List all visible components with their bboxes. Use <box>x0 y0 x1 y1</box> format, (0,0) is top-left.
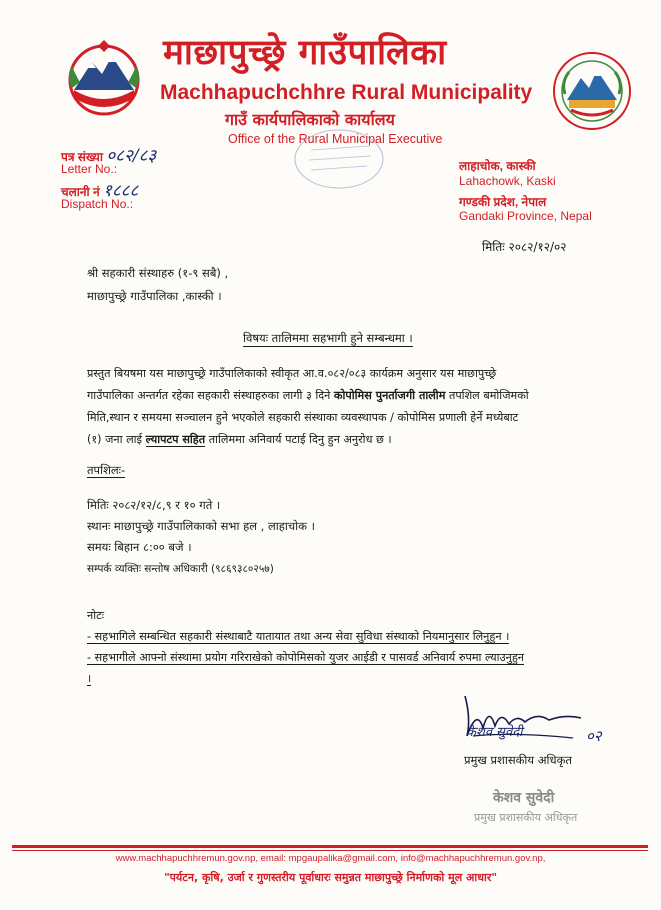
body-line-1: प्रस्तुत बियषमा यस माछापुच्छ्रे गाउँपालिकाको स्वीकृत आ.व.०८२/०८३ कार्यक्रम अनुसार यस माछापुच्छ्रे <box>87 367 497 380</box>
subject-line <box>243 331 413 346</box>
note-1 <box>87 629 509 644</box>
details-heading-text: तपशिलः- <box>87 463 126 477</box>
body-line-2-a: गाउँपालिका अन्तर्गत रहेका सहकारी संस्थाहरुका लागी ३ दिने <box>87 389 334 402</box>
address-place-english: Lahachowk, Kaski <box>459 174 556 188</box>
note-2-end-text: । <box>87 672 92 685</box>
signatory-designation: प्रमुख प्रशासकीय अधिकृत <box>464 753 572 767</box>
training-name: कोपोमिस पुनर्ताजगी तालीम <box>333 389 446 402</box>
details-heading <box>87 463 125 478</box>
municipality-logo <box>551 50 633 132</box>
dispatch-no-value: १८८८ <box>102 181 139 201</box>
signature-name: केशव सुवेदी <box>466 725 523 740</box>
details-contact: सम्पर्क व्यक्तिः सन्तोष अधिकारी (९८६९३८०२५७) <box>87 563 274 575</box>
body-line-4-a: (१) जना लाई <box>87 433 146 446</box>
footer-divider-thin <box>12 850 648 851</box>
letter-no-value: ०८२/८३ <box>106 146 157 166</box>
subject-text: विषयः तालिममा सहभागी हुने सम्बन्धमा । <box>243 331 413 345</box>
address-place-nepali: लाहाचोक, कास्की <box>459 159 536 173</box>
body-line-2-c: तपशिल बमोजिमको <box>445 389 529 402</box>
notes-heading: नोटः <box>87 609 105 622</box>
details-venue: स्थानः माछापुच्छ्रे गाउँपालिकाको सभा हल , लाहाचोक । <box>87 519 315 533</box>
municipality-name-nepali: माछापुच्छ्रे गाउँपालिका <box>163 33 447 73</box>
note-1-text: - सहभागिले सम्बन्धित सहकारी संस्थाबाटै यातायात तथा अन्य सेवा सुविधा संस्थाको नियमानुसार लिनुहुन । <box>87 630 510 643</box>
address-province-nepali: गण्डकी प्रदेश, नेपाल <box>459 195 547 209</box>
dispatch-label-np-text: चलानी नं <box>61 185 100 199</box>
body-line-3: मिति,स्थान र समयमा सञ्चालन हुने भएकोले सहकारी संस्थाका व्यवस्थापक / कोपोमिस प्रणाली हेर्ने मध्येबाट <box>87 411 519 424</box>
note-2-end <box>87 671 91 686</box>
nepal-emblem-logo <box>58 38 150 118</box>
municipality-name-english: Machhapuchchhre Rural Municipality <box>160 81 533 104</box>
office-stamp <box>293 128 385 190</box>
signature-date-mark: ०२ <box>586 727 602 745</box>
address-province-english: Gandaki Province, Nepal <box>459 209 592 223</box>
body-line-4-c: तालिममा अनिवार्य पटाई दिनु हुन अनुरोध छ । <box>205 433 392 446</box>
office-name-nepali: गाउँ कार्यपालिकाको कार्यालय <box>225 110 395 129</box>
note-2-text: - सहभागीले आफ्नो संस्थामा प्रयोग गरिराखेको कोपोमिसको युजर आईडी र पासवर्ड अनिवार्य रुपमा ल्याउनुहुन <box>87 651 524 664</box>
footer-contacts: www.machhapuchhremun.gov.np, email: mpgaupalika@gmail.com, info@machhapuchhremun.gov.np, <box>115 853 546 864</box>
name-stamp-title: प्रमुख प्रशासकीय अधिकृत <box>474 811 578 824</box>
footer-slogan: "पर्यटन, कृषि, उर्जा र गुणस्तरीय पूर्वाधारः समुन्नत माछापुच्छ्रे निर्माणको मूल आधार" <box>163 871 498 884</box>
recipient-line-2: माछापुच्छ्रे गाउँपालिका ,कास्की । <box>87 289 222 303</box>
dispatch-no-label-english: Dispatch No.: <box>61 197 134 211</box>
note-2 <box>87 650 524 665</box>
letter-date: मितिः २०८२/१२/०२ <box>482 240 567 254</box>
footer-divider <box>12 845 648 848</box>
body-line-2 <box>87 385 617 407</box>
letter-no-label-english: Letter No.: <box>61 162 118 176</box>
details-date: मितिः २०८२/१२/८,९ र १० गते । <box>87 498 221 512</box>
letter-no-label-np-text: पत्र संख्या <box>61 150 103 164</box>
recipient-line-1: श्री सहकारी संस्थाहरु (१-९ सबै) , <box>87 266 229 280</box>
office-name-english: Office of the Rural Municipal Executive <box>228 132 443 146</box>
body-line-4 <box>87 429 617 451</box>
body-paragraph <box>87 363 617 451</box>
laptop-requirement: ल्यापटप सहित <box>145 433 206 446</box>
name-stamp: केशव सुवेदी <box>493 790 555 806</box>
details-time: समयः बिहान ८:०० बजे । <box>87 540 192 554</box>
